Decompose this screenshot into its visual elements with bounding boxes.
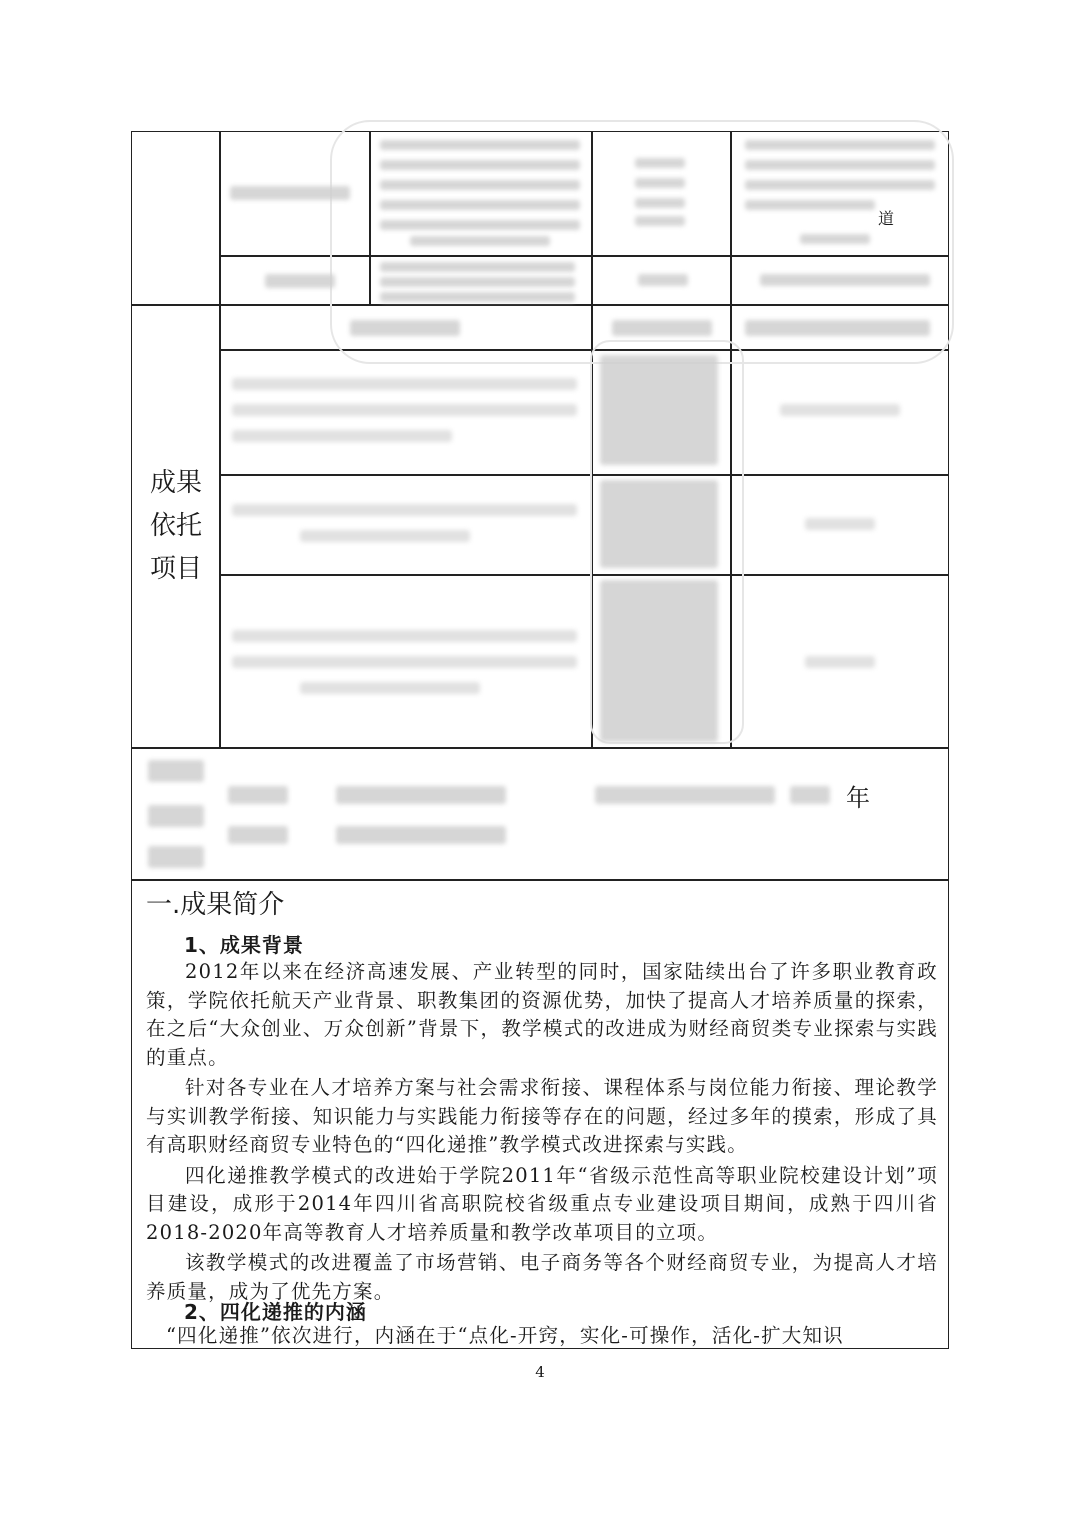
- redacted-text: [232, 630, 577, 642]
- redacted-text: [805, 656, 875, 668]
- redacted-text: [380, 292, 575, 302]
- redacted-text: [336, 786, 506, 804]
- label-line: 成果: [149, 468, 202, 498]
- redacted-text: [232, 656, 577, 668]
- paragraph: 2012年以来在经济高速发展、产业转型的同时，国家陆续出台了许多职业教育政策，学院依托航天产业背景、职教集团的资源优势，加快了提高人才培养质量的探索，在之后“大众创业、万众创新”背景下，教学模式的改进成为财经商贸类专业探索与实践的重点。: [146, 960, 938, 1069]
- redacted-text: [380, 262, 575, 272]
- redacted-text: [600, 580, 718, 742]
- partial-text: 道: [878, 209, 895, 228]
- redacted-text: [745, 200, 875, 210]
- paragraph: 该教学模式的改进覆盖了市场营销、电子商务等各个财经商贸专业，为提高人才培养质量，成为了优先方案。: [146, 1251, 938, 1303]
- redacted-text: [638, 274, 688, 286]
- subsection-title: 2、四化递推的内涵: [184, 1300, 367, 1324]
- duration-unit: 年: [846, 784, 870, 812]
- redacted-text: [300, 682, 480, 694]
- redacted-label: [148, 805, 204, 827]
- redacted-text: [600, 480, 718, 568]
- redacted-text: [380, 200, 580, 210]
- redacted-text: [635, 198, 685, 208]
- redacted-text: [595, 786, 775, 804]
- redacted-text: [780, 404, 900, 416]
- redacted-text: [228, 826, 288, 844]
- subsection-title: 1、成果背景: [184, 933, 304, 957]
- redacted-header: [745, 320, 930, 336]
- redacted-text: [336, 826, 506, 844]
- redacted-text: [760, 274, 930, 286]
- redacted-text: [300, 530, 470, 542]
- redacted-text: [745, 140, 935, 150]
- grid-line: [131, 747, 949, 749]
- label-line: 依托: [149, 511, 202, 541]
- redacted-text: [380, 277, 575, 287]
- redacted-text: [230, 186, 350, 200]
- redacted-text: [380, 180, 580, 190]
- grid-line: [219, 131, 221, 748]
- label-line: 项目: [149, 554, 202, 584]
- redacted-text: [790, 786, 830, 804]
- redacted-text: [265, 274, 335, 288]
- redacted-text: [800, 234, 870, 244]
- paragraph: “四化递推”依次进行，内涵在于“点化-开窍，实化-可操作，活化-扩大知识: [166, 1324, 844, 1347]
- paragraph: 四化递推教学模式的改进始于学院2011年“省级示范性高等职业院校建设计划”项目建设，成形于2014年四川省高职院校省级重点专业建设项目期间，成熟于四川省2018-2020年高等教育人才培养质量和教学改革项目的立项。: [146, 1163, 938, 1244]
- redacted-text: [232, 504, 577, 516]
- intro-body: [146, 958, 938, 1306]
- redacted-text: [600, 355, 718, 465]
- redacted-header: [350, 320, 460, 336]
- grid-line: [131, 879, 949, 881]
- redacted-text: [745, 160, 935, 170]
- last-line: [166, 1322, 938, 1351]
- redacted-text: [232, 430, 452, 442]
- redacted-label: [148, 760, 204, 782]
- redacted-text: [745, 180, 935, 190]
- redacted-text: [635, 178, 685, 188]
- redacted-text: [380, 220, 580, 230]
- redacted-label: [148, 846, 204, 868]
- paragraph: 针对各专业在人才培养方案与社会需求衔接、课程体系与岗位能力衔接、理论教学与实训教学衔接、知识能力与实践能力衔接等存在的问题，经过多年的摸索，形成了具有高职财经商贸专业特色的“四化递推”教学模式改进探索与实践。: [146, 1076, 938, 1156]
- redacted-text: [232, 404, 577, 416]
- redacted-text: [805, 518, 875, 530]
- redacted-text: [410, 236, 550, 246]
- redacted-header: [612, 320, 712, 336]
- page-number: 4: [535, 1363, 545, 1381]
- section-title: 一.成果简介: [146, 890, 285, 920]
- grid-line: [219, 574, 949, 576]
- redacted-text: [228, 786, 288, 804]
- redacted-text: [380, 140, 580, 150]
- project-section-label: [133, 462, 219, 591]
- redacted-text: [380, 160, 580, 170]
- redacted-text: [635, 216, 685, 226]
- grid-line: [219, 474, 949, 476]
- redacted-text: [635, 158, 685, 168]
- redacted-text: [232, 378, 577, 390]
